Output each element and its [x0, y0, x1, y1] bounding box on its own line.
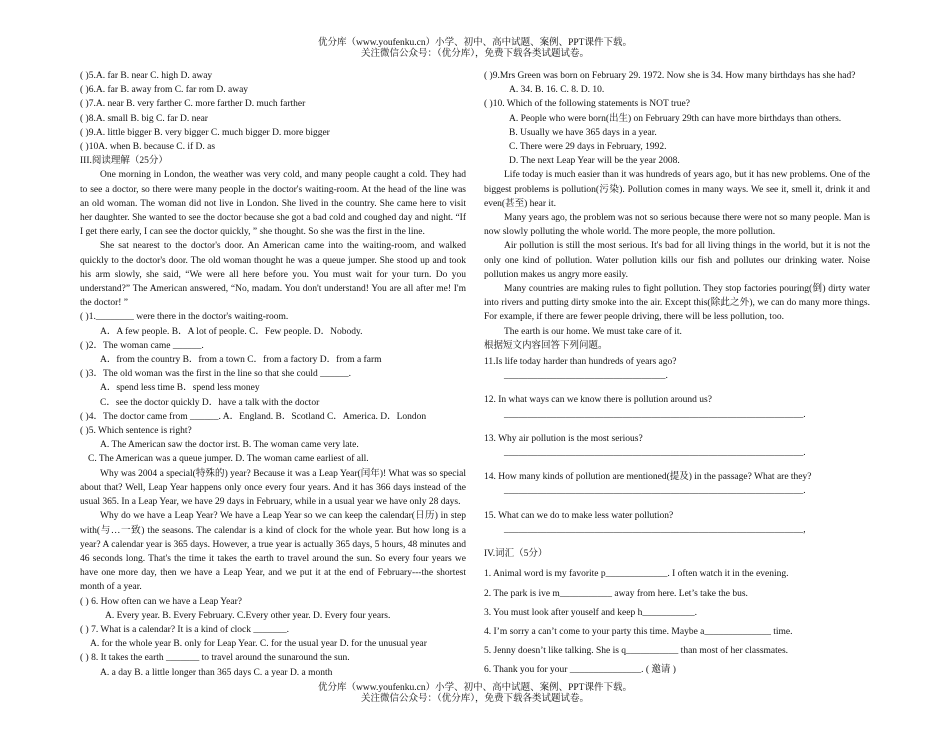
answer-blank[interactable]: _______________________________________________________________. — [504, 409, 806, 420]
header-line-1: 优分库（www.youfenku.cn）小学、初中、高中试题、案例、PPT课件下载。 — [318, 38, 632, 48]
option-line: A. Every year. B. Every February. C.Every other year. D. Every four years. — [105, 610, 391, 621]
passage-paragraph: The earth is our home. We must take care of it. — [504, 326, 682, 337]
footer-line-1: 优分库（www.youfenku.cn）小学、初中、高中试题、案例、PPT课件下载。 — [318, 683, 632, 693]
answer-blank[interactable]: _______________________________________________________________, — [504, 524, 806, 535]
question-line: ( ) 6. How often can we have a Leap Year? — [80, 596, 242, 607]
option-line: A．spend less time B．spend less money — [100, 383, 260, 394]
question-line: ( )3．The old woman was the first in the line so that she could ______. — [80, 369, 351, 380]
vocab-item: 3. You must look after youself and keep h___________. — [484, 607, 697, 618]
passage-paragraph: Air pollution is still the most serious. It's bad for all living things in the world, but it is not the only one kind of pollution. Water pollution kills our fish and pollutes our drinking water. Noise pollution makes us angry more easily. — [484, 241, 870, 280]
footer-line-2: 关注微信公众号：（优分库），免费下载各类试题试卷。 — [360, 694, 589, 704]
choice-line: ( )6.A. far B. away from C. far rom D. away — [80, 85, 249, 96]
option-line: A. The American saw the doctor irst. B. The woman came very late. — [100, 440, 359, 451]
vocab-item: 5. Jenny doesn’t like talking. She is q___________ than most of her classmates. — [484, 646, 789, 657]
passage-paragraph: Why do we have a Leap Year? We have a Leap Year so we can keep the calendar(日历) in step with(与…一致) the seasons. The calendar is a kind of clock for the whole year. But how long is a year? A calendar year is 365 days. However, a true year is actually 365 days, 5 hours, 48 minutes and 46 seconds long. That's the time it takes the earth to travel around the sun. So every four years we have one more day, then we have a Leap Year, and we put it at the end of February---the shortest month of a year. — [80, 511, 466, 593]
question-line: ( )9.Mrs Green was born on February 29. 1972. Now she is 34. How many birthdays has she had? — [484, 71, 856, 81]
page-footer — [0, 683, 950, 705]
vocab-item: 4. I’m sorry a can’t come to your party this time. Maybe a______________ time. — [484, 626, 793, 637]
passage-paragraph: She sat nearest to the doctor's door. An American came into the waiting-room, and walked quickly to the doctor's door. The old woman thought he was a queue jumper. She stood up and took his arm slowly, she said, “We were all here before you. You must wait for your turn. Do you understand?” The American answered, “No, madam. You don't understand! You are all after me! I'm the doctor! ” — [80, 241, 466, 309]
section-title-vocab: IV.词汇（5分） — [484, 549, 548, 560]
page-header — [0, 38, 950, 60]
answer-blank[interactable]: _______________________________________________________________. — [504, 486, 806, 497]
option-line: A．A few people. B．A lot of people. C．Few people. D．Nobody. — [100, 326, 363, 337]
open-question: 12. In what ways can we know there is pollution around us? — [484, 395, 712, 406]
choice-line: ( )5.A. far B. near C. high D. away — [80, 71, 213, 81]
choice-line: ( )9.A. little bigger B. very bigger C. much bigger D. more bigger — [80, 127, 330, 138]
passage-paragraph: Life today is much easier than it was hundreds of years ago, but it has new problems. One of the biggest problems is pollution(污染). Pollution comes in many ways. We see it, smell it, drink it and even(甚至) hear it. — [484, 170, 870, 209]
open-question: 13. Why air pollution is the most serious? — [484, 433, 643, 444]
question-line: ( ) 7. What is a calendar? It is a kind of clock _______. — [80, 624, 290, 635]
passage-paragraph: Many countries are making rules to fight pollution. They stop factories pouring(倒) dirty water into rivers and putting dirty smoke into the air. Except this(除此之外), we can do many more things. For example, if there are fewer people driving, there will be less pollution, too. — [484, 284, 870, 323]
open-question: 14. How many kinds of pollution are mentioned(提及) in the passage? What are they? — [484, 472, 812, 483]
vocab-item: 2. The park is ive m___________ away from here. Let’s take the bus. — [484, 588, 748, 599]
section-title-reading: III.阅读理解（25分） — [80, 156, 168, 167]
option-line: C. The American was a queue jumper. D. The woman came earliest of all. — [88, 454, 369, 465]
question-line: ( )4．The doctor came from ______. A．England. B．Scotland C．America. D．London — [80, 411, 427, 422]
option-line: A．from the country B．from a town C．from a factory D．from a farm — [100, 355, 382, 366]
option-line: C. There were 29 days in February, 1992. — [509, 142, 667, 153]
option-line: B. Usually we have 365 days in a year. — [509, 127, 657, 138]
right-column — [484, 69, 870, 678]
option-line: C．see the doctor quickly D．have a talk with the doctor — [100, 397, 320, 408]
option-line: A. for the whole year B. only for Leap Year. C. for the usual year D. for the unusual year — [90, 639, 427, 650]
answer-blank[interactable]: _______________________________________________________________. — [504, 448, 806, 459]
open-question: 15. What can we do to make less water pollution? — [484, 510, 674, 521]
question-line: ( )1.________ were there in the doctor's waiting-room. — [80, 312, 289, 323]
instruction-text: 根据短文内容回答下列问题。 — [484, 340, 608, 351]
choice-line: ( )8.A. small B. big C. far D. near — [80, 113, 208, 124]
option-line: A. People who were born(出生) on February 29th can have more birthdays than others. — [509, 113, 842, 124]
question-line: ( )10. Which of the following statements is NOT true? — [484, 99, 690, 110]
open-question: 11.Is life today harder than hundreds of years ago? — [484, 357, 677, 368]
option-line: D. The next Leap Year will be the year 2008. — [509, 156, 680, 167]
passage-paragraph: Why was 2004 a special(特殊的) year? Because it was a Leap Year(闰年)! What was so special about that? Well, Leap Year happens only once every four years. And it has 366 days instead of the usual 365. In a Leap Year, we have 29 days in February, while in a usual year we have only 28 days. — [80, 468, 466, 508]
left-column — [80, 69, 466, 680]
choice-line: ( )10A. when B. because C. if D. as — [80, 142, 216, 153]
vocab-item: 6. Thank you for your _______________. ( 邀请 ) — [484, 665, 676, 676]
question-line: ( )5. Which sentence is right? — [80, 426, 192, 437]
vocab-item: 1. Animal word is my favorite p_____________. I often watch it in the evening. — [484, 569, 789, 580]
question-line: ( )2．The woman came ______. — [80, 340, 204, 351]
option-line: A. a day B. a little longer than 365 days C. a year D. a month — [100, 667, 333, 678]
answer-blank[interactable]: __________________________________. — [504, 371, 668, 382]
passage-paragraph: Many years ago, the problem was not so serious because there were not so many people. Man is now slowly polluting the whole world. The more people, the more pollution. — [484, 213, 870, 238]
passage-paragraph: One morning in London, the weather was very cold, and many people caught a cold. They had to see a doctor, so there were many people in the doctor's waiting-room. At the head of the line was an old woman. The woman did not live in London. She lived in the country. She came here to visit her daughter. She wanted to see the doctor because she got a bad cold and coughed day and night. “If I get there early, I can see the doctor quickly, ” she thought. So she was the first in the line. — [80, 170, 466, 238]
option-line: A. 34. B. 16. C. 8. D. 10. — [509, 85, 605, 96]
choice-line: ( )7.A. near B. very farther C. more farther D. much farther — [80, 99, 306, 110]
header-line-2: 关注微信公众号：（优分库），免费下载各类试题试卷。 — [360, 49, 589, 59]
question-line: ( ) 8. It takes the earth _______ to travel around the sunaround the sun. — [80, 653, 350, 664]
